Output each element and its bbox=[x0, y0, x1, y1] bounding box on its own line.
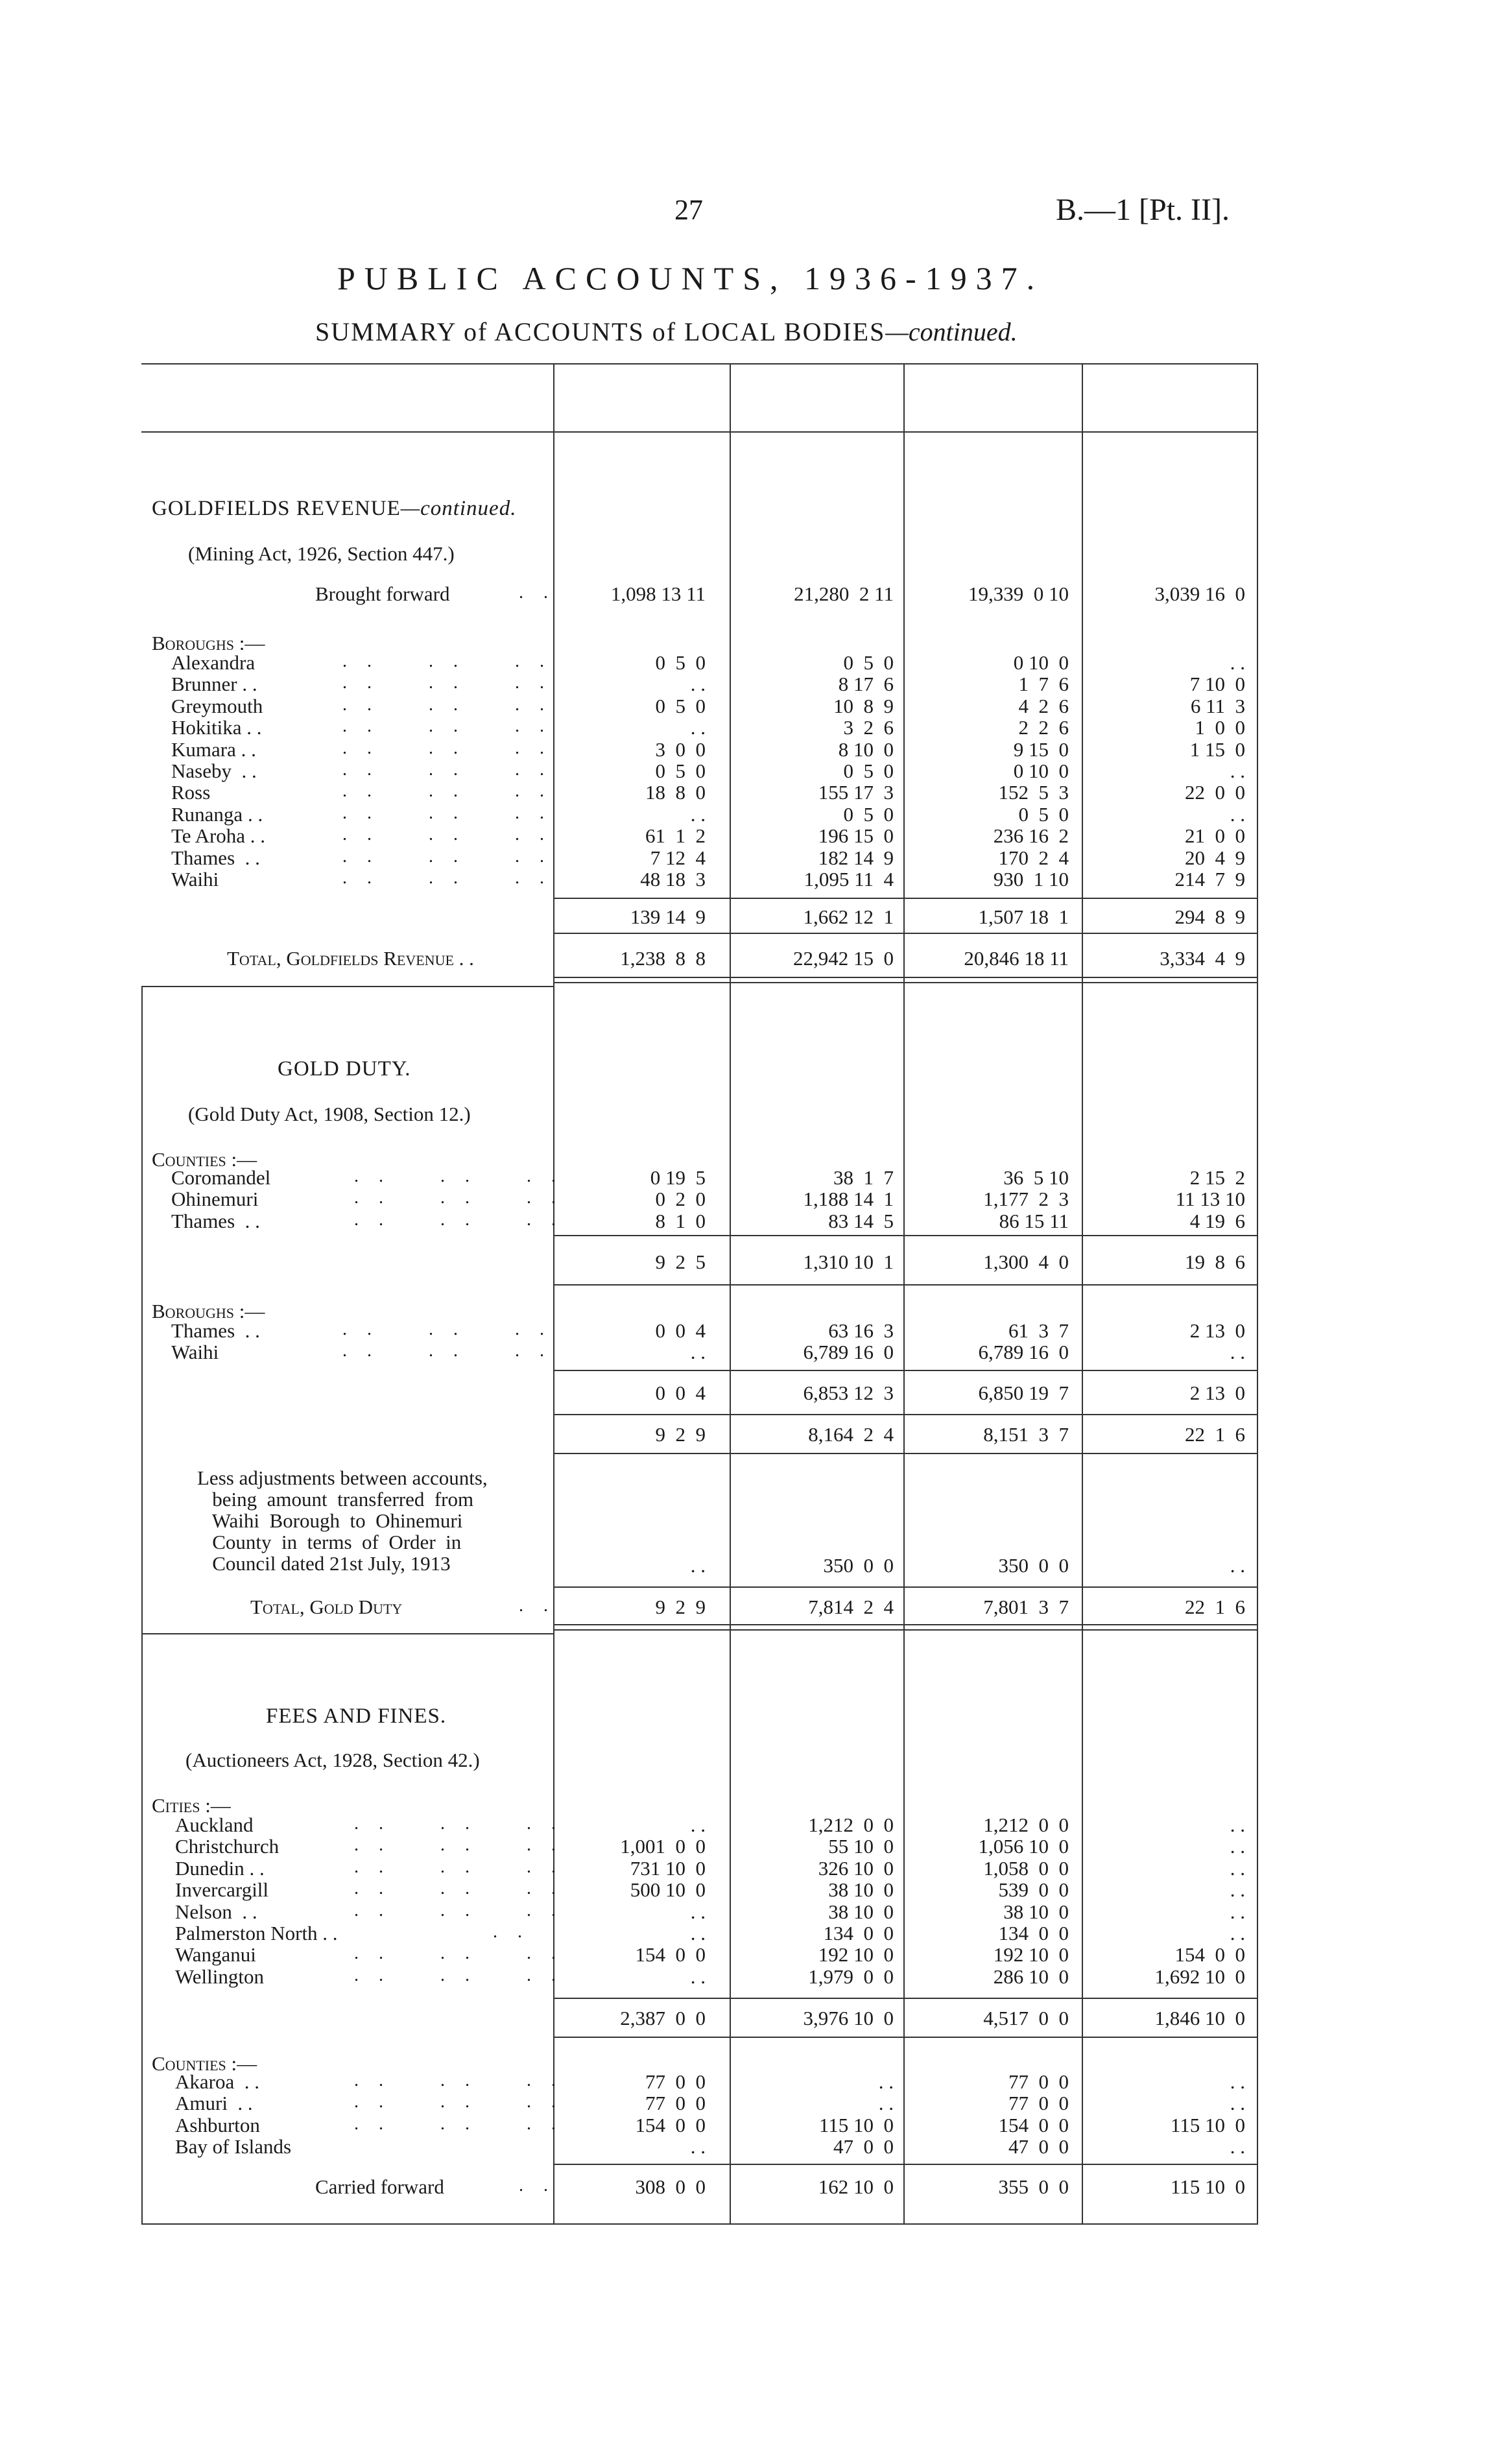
value-cell: 1 15 0 bbox=[1189, 737, 1245, 761]
value-cell: 1,846 10 0 bbox=[1154, 2007, 1245, 2029]
value-cell: 36 5 10 bbox=[1003, 1166, 1069, 1189]
table-bottom-rule bbox=[141, 2223, 1257, 2225]
county-name: Amuri . . bbox=[175, 2092, 253, 2115]
city-name: Nelson . . bbox=[175, 1900, 257, 1923]
county-name: Thames . . bbox=[171, 1209, 260, 1232]
accounts-table bbox=[140, 363, 1257, 2225]
borough-name: Hokitika . . bbox=[171, 716, 262, 739]
value-cell: 18 8 0 bbox=[645, 781, 706, 804]
value-cell: . . bbox=[690, 1900, 706, 1923]
value-cell: 539 0 0 bbox=[998, 1878, 1069, 1902]
value-cell: 170 2 4 bbox=[998, 846, 1069, 869]
value-cell: 192 10 0 bbox=[818, 1943, 894, 1967]
value-cell: 214 7 9 bbox=[1174, 868, 1245, 891]
value-cell: 355 0 0 bbox=[998, 2175, 1069, 2198]
value-cell: . . bbox=[1230, 651, 1245, 674]
value-cell: . . bbox=[690, 1554, 706, 1577]
value-cell: . . bbox=[1230, 1878, 1245, 1902]
leader-dots: . . . . . . bbox=[354, 1835, 564, 1856]
leader-dots: . . . . . . bbox=[342, 802, 552, 823]
value-cell: 154 0 0 bbox=[635, 2113, 706, 2136]
leader-dots: . . . . . . bbox=[342, 1341, 552, 1361]
value-cell: 22 1 6 bbox=[1185, 1423, 1245, 1446]
value-cell: 182 14 9 bbox=[818, 846, 894, 869]
value-cell: . . bbox=[690, 716, 706, 739]
value-cell: 236 16 2 bbox=[993, 824, 1069, 848]
value-cell: 1,058 0 0 bbox=[983, 1856, 1069, 1880]
leader-dots: . . . . . . bbox=[342, 673, 552, 693]
leader-dots: . . . . . . bbox=[354, 2113, 564, 2134]
city-name: Wellington bbox=[175, 1965, 264, 1988]
value-cell: . . bbox=[1230, 1856, 1245, 1880]
leader-dots: . . . . . . bbox=[354, 1166, 564, 1186]
city-name: Auckland bbox=[175, 1813, 254, 1836]
section-title-goldfields bbox=[152, 497, 516, 521]
value-cell: 6,789 16 0 bbox=[803, 1341, 894, 1364]
rule-line bbox=[553, 1370, 1257, 1371]
value-cell: 1,238 8 8 bbox=[620, 947, 706, 970]
rule-line bbox=[553, 1624, 1257, 1625]
rule-line bbox=[553, 1586, 1257, 1588]
adjustment-description: Less adjustments between accounts, being amount transferred from Waihi Borough to Ohinemuri County in terms of Order in Council dated 21st July, 1913 bbox=[197, 1466, 488, 1575]
value-cell: 9 2 5 bbox=[655, 1250, 706, 1273]
value-cell: 9 2 9 bbox=[655, 1423, 706, 1446]
value-cell: 7 10 0 bbox=[1189, 673, 1245, 696]
carried-forward-label: Carried forward bbox=[315, 2175, 444, 2198]
value-cell: 11 13 10 bbox=[1175, 1188, 1245, 1211]
leader-dots: . . . . . . bbox=[342, 824, 552, 845]
value-cell: 0 10 0 bbox=[1013, 760, 1069, 782]
value-cell: 7,801 3 7 bbox=[983, 1596, 1069, 1618]
rule-line bbox=[553, 2164, 1257, 2165]
value-cell: . . bbox=[690, 1813, 706, 1836]
page-title: PUBLIC ACCOUNTS, 1936-1937. bbox=[337, 260, 1044, 296]
county-name: Ashburton bbox=[175, 2113, 260, 2136]
value-cell: 1,979 0 0 bbox=[808, 1965, 894, 1988]
rule-line bbox=[553, 1629, 1257, 1631]
county-name: Ohinemuri bbox=[171, 1188, 259, 1211]
value-cell: . . bbox=[1230, 2135, 1245, 2159]
table-top-rule bbox=[141, 363, 1257, 365]
value-cell: 350 0 0 bbox=[998, 1554, 1069, 1577]
value-cell: 115 10 0 bbox=[1170, 2113, 1245, 2136]
value-cell: 152 5 3 bbox=[998, 781, 1069, 804]
value-cell: . . bbox=[1230, 760, 1245, 782]
leader-dots: . . . . . . bbox=[354, 1943, 564, 1964]
value-cell: 7 12 4 bbox=[650, 846, 706, 869]
header-bottom-rule bbox=[141, 431, 1257, 433]
value-cell: 22,942 15 0 bbox=[793, 947, 894, 970]
leader-dots: . . . . . . bbox=[342, 694, 552, 715]
act-reference: (Mining Act, 1926, Section 447.) bbox=[188, 542, 455, 565]
value-cell: . . bbox=[1230, 2070, 1245, 2093]
value-cell: 6 11 3 bbox=[1190, 694, 1245, 717]
value-cell: 9 2 9 bbox=[655, 1596, 706, 1618]
rule-line bbox=[553, 933, 1257, 934]
page-subtitle bbox=[315, 317, 1018, 347]
leader-dots: . . . . . . bbox=[342, 651, 552, 671]
left-rule bbox=[141, 986, 143, 2225]
page-number: 27 bbox=[674, 194, 703, 226]
leader-dots: . . . . . . bbox=[354, 2092, 564, 2112]
rule-line bbox=[553, 977, 1257, 978]
value-cell: 3,039 16 0 bbox=[1154, 582, 1245, 605]
value-cell: 1,095 11 4 bbox=[804, 868, 894, 891]
value-cell: 2,387 0 0 bbox=[620, 2007, 706, 2029]
leader-dots: . . . . . . bbox=[342, 737, 552, 758]
value-cell: 3,976 10 0 bbox=[803, 2007, 894, 2029]
value-cell: 61 3 7 bbox=[1008, 1319, 1069, 1342]
value-cell: 0 0 4 bbox=[655, 1382, 706, 1404]
value-cell: 2 15 2 bbox=[1189, 1166, 1245, 1189]
value-cell: 2 13 0 bbox=[1189, 1319, 1245, 1342]
value-cell: 8 17 6 bbox=[838, 673, 894, 696]
value-cell: 731 10 0 bbox=[630, 1856, 706, 1880]
value-cell: . . bbox=[1230, 1554, 1245, 1577]
leader-dots: . . bbox=[493, 1922, 530, 1942]
value-cell: 47 0 0 bbox=[833, 2135, 894, 2159]
value-cell: 19,339 0 10 bbox=[968, 582, 1069, 605]
value-cell: 4 19 6 bbox=[1189, 1209, 1245, 1232]
value-cell: 1,001 0 0 bbox=[620, 1835, 706, 1858]
value-cell: 154 0 0 bbox=[998, 2113, 1069, 2136]
value-cell: 3,334 4 9 bbox=[1160, 947, 1245, 970]
value-cell: 38 10 0 bbox=[1003, 1900, 1069, 1923]
boroughs-heading: Boroughs :— bbox=[152, 632, 265, 654]
value-cell: 0 2 0 bbox=[655, 1188, 706, 1211]
borough-name: Ross bbox=[171, 781, 211, 804]
leader-dots: . . . . . . bbox=[342, 760, 552, 780]
value-cell: 20 4 9 bbox=[1185, 846, 1245, 869]
city-name: Christchurch bbox=[175, 1835, 280, 1858]
value-cell: . . bbox=[1230, 1813, 1245, 1836]
value-cell: 134 0 0 bbox=[823, 1922, 894, 1944]
value-cell: 154 0 0 bbox=[635, 1943, 706, 1967]
value-cell: 326 10 0 bbox=[818, 1856, 894, 1880]
section-title-gold-duty: GOLD DUTY. bbox=[278, 1057, 411, 1081]
value-cell: . . bbox=[690, 1922, 706, 1944]
value-cell: . . bbox=[878, 2092, 894, 2115]
city-name: Palmerston North . . bbox=[175, 1922, 338, 1944]
value-cell: 0 5 0 bbox=[843, 802, 894, 826]
rule-line bbox=[141, 986, 553, 987]
leader-dots: . . . . . . bbox=[342, 716, 552, 737]
value-cell: . . bbox=[878, 2070, 894, 2093]
value-cell: . . bbox=[1230, 1922, 1245, 1944]
value-cell: 48 18 3 bbox=[640, 868, 706, 891]
value-cell: 38 10 0 bbox=[828, 1900, 894, 1923]
column-rule bbox=[1257, 363, 1258, 2225]
value-cell: 55 10 0 bbox=[828, 1835, 894, 1858]
value-cell: 1,692 10 0 bbox=[1154, 1965, 1245, 1988]
value-cell: 0 5 0 bbox=[655, 651, 706, 674]
value-cell: 38 10 0 bbox=[828, 1878, 894, 1902]
value-cell: 155 17 3 bbox=[818, 781, 894, 804]
goldfields-title-continued: —continued. bbox=[400, 497, 517, 520]
value-cell: 139 14 9 bbox=[630, 905, 706, 928]
value-cell: 0 5 0 bbox=[1018, 802, 1069, 826]
value-cell: 47 0 0 bbox=[1008, 2135, 1069, 2159]
rule-line bbox=[553, 898, 1257, 899]
value-cell: 1,056 10 0 bbox=[978, 1835, 1069, 1858]
leader-dots: . . . . . . bbox=[342, 1319, 552, 1339]
borough-name: Naseby . . bbox=[171, 760, 257, 782]
value-cell: 77 0 0 bbox=[645, 2070, 706, 2093]
value-cell: 0 5 0 bbox=[655, 694, 706, 717]
leader-dots: . . . . . . bbox=[342, 781, 552, 802]
value-cell: 930 1 10 bbox=[993, 868, 1069, 891]
counties-heading: Counties :— bbox=[152, 2052, 257, 2075]
value-cell: 6,850 19 7 bbox=[978, 1382, 1069, 1404]
act-reference: (Auctioneers Act, 1928, Section 42.) bbox=[185, 1749, 480, 1771]
value-cell: 19 8 6 bbox=[1185, 1250, 1245, 1273]
value-cell: 4,517 0 0 bbox=[983, 2007, 1069, 2029]
value-cell: 154 0 0 bbox=[1174, 1943, 1245, 1967]
value-cell: . . bbox=[690, 1965, 706, 1988]
value-cell: 4 2 6 bbox=[1018, 694, 1069, 717]
value-cell: 162 10 0 bbox=[818, 2175, 894, 2198]
value-cell: 6,853 12 3 bbox=[803, 1382, 894, 1404]
leader-dots: . . bbox=[519, 1596, 556, 1616]
value-cell: 10 8 9 bbox=[833, 694, 894, 717]
value-cell: 350 0 0 bbox=[823, 1554, 894, 1577]
rule-line bbox=[553, 1453, 1257, 1454]
value-cell: 61 1 2 bbox=[645, 824, 706, 848]
rule-line bbox=[553, 1414, 1257, 1415]
document-reference: B.—1 [Pt. II]. bbox=[1056, 193, 1230, 227]
value-cell: 77 0 0 bbox=[645, 2092, 706, 2115]
value-cell: 0 19 5 bbox=[650, 1166, 706, 1189]
value-cell: 308 0 0 bbox=[635, 2175, 706, 2198]
borough-name: Kumara . . bbox=[171, 737, 256, 761]
leader-dots: . . . . . . bbox=[342, 868, 552, 888]
value-cell: 115 10 0 bbox=[1170, 2175, 1245, 2198]
borough-name: Te Aroha . . bbox=[171, 824, 266, 848]
borough-name: Runanga . . bbox=[171, 802, 263, 826]
rule-line bbox=[141, 1633, 553, 1634]
boroughs-heading: Boroughs :— bbox=[152, 1300, 265, 1322]
borough-name: Brunner . . bbox=[171, 673, 257, 696]
value-cell: 8,164 2 4 bbox=[808, 1423, 894, 1446]
city-name: Wanganui bbox=[175, 1943, 256, 1967]
value-cell: 38 1 7 bbox=[833, 1166, 894, 1189]
leader-dots: . . . . . . bbox=[354, 1878, 564, 1899]
value-cell: 9 15 0 bbox=[1013, 737, 1069, 761]
value-cell: . . bbox=[1230, 1900, 1245, 1923]
value-cell: 1 7 6 bbox=[1018, 673, 1069, 696]
value-cell: 192 10 0 bbox=[993, 1943, 1069, 1967]
value-cell: 196 15 0 bbox=[818, 824, 894, 848]
value-cell: 2 13 0 bbox=[1189, 1382, 1245, 1404]
value-cell: 3 2 6 bbox=[843, 716, 894, 739]
borough-name: Greymouth bbox=[171, 694, 263, 717]
value-cell: 500 10 0 bbox=[630, 1878, 706, 1902]
value-cell: 21,280 2 11 bbox=[794, 582, 894, 605]
county-name: Akaroa . . bbox=[175, 2070, 259, 2093]
value-cell: 1,662 12 1 bbox=[803, 905, 894, 928]
cities-heading: Cities :— bbox=[152, 1794, 231, 1817]
value-cell: 8,151 3 7 bbox=[983, 1423, 1069, 1446]
subtitle-continued: —continued. bbox=[885, 317, 1018, 346]
value-cell: 86 15 11 bbox=[999, 1209, 1069, 1232]
value-cell: . . bbox=[1230, 2092, 1245, 2115]
value-cell: 63 16 3 bbox=[828, 1319, 894, 1342]
borough-name: Waihi bbox=[171, 1341, 219, 1364]
value-cell: 3 0 0 bbox=[655, 737, 706, 761]
value-cell: 1,310 10 1 bbox=[803, 1250, 894, 1273]
value-cell: . . bbox=[1230, 1835, 1245, 1858]
value-cell: 83 14 5 bbox=[828, 1209, 894, 1232]
value-cell: . . bbox=[690, 802, 706, 826]
counties-heading: Counties :— bbox=[152, 1148, 257, 1171]
total-gold-duty-label: Total, Gold Duty bbox=[250, 1596, 403, 1618]
subtitle-text: SUMMARY of ACCOUNTS of LOCAL BODIES bbox=[315, 317, 886, 346]
value-cell: . . bbox=[690, 673, 706, 696]
value-cell: 0 0 4 bbox=[655, 1319, 706, 1342]
rule-line bbox=[553, 1998, 1257, 1999]
rule-line bbox=[553, 1235, 1257, 1236]
value-cell: 1,212 0 0 bbox=[808, 1813, 894, 1836]
city-name: Invercargill bbox=[175, 1878, 269, 1902]
borough-name: Alexandra bbox=[171, 651, 256, 674]
value-cell: 0 5 0 bbox=[655, 760, 706, 782]
value-cell: 7,814 2 4 bbox=[808, 1596, 894, 1618]
brought-forward-label: Brought forward bbox=[315, 582, 450, 605]
value-cell: . . bbox=[1230, 1341, 1245, 1364]
value-cell: 22 1 6 bbox=[1185, 1596, 1245, 1618]
rule-line bbox=[553, 1284, 1257, 1286]
value-cell: 2 2 6 bbox=[1018, 716, 1069, 739]
borough-name: Waihi bbox=[171, 868, 219, 891]
leader-dots: . . . . . . bbox=[354, 1900, 564, 1920]
value-cell: 0 10 0 bbox=[1013, 651, 1069, 674]
value-cell: 20,846 18 11 bbox=[964, 947, 1069, 970]
value-cell: 22 0 0 bbox=[1185, 781, 1245, 804]
value-cell: 1,098 13 11 bbox=[610, 582, 706, 605]
value-cell: 8 10 0 bbox=[838, 737, 894, 761]
value-cell: 134 0 0 bbox=[998, 1922, 1069, 1944]
value-cell: 21 0 0 bbox=[1185, 824, 1245, 848]
value-cell: 286 10 0 bbox=[993, 1965, 1069, 1988]
section-title-fees: FEES AND FINES. bbox=[266, 1704, 447, 1728]
total-goldfields-label: Total, Goldfields Revenue . . bbox=[227, 947, 474, 970]
leader-dots: . . . . . . bbox=[342, 846, 552, 867]
value-cell: 1,177 2 3 bbox=[983, 1188, 1069, 1211]
leader-dots: . . . . . . bbox=[354, 1813, 564, 1834]
leader-dots: . . . . . . bbox=[354, 2070, 564, 2090]
value-cell: 1,212 0 0 bbox=[983, 1813, 1069, 1836]
value-cell: . . bbox=[690, 1341, 706, 1364]
value-cell: . . bbox=[1230, 802, 1245, 826]
leader-dots: . . . . . . bbox=[354, 1188, 564, 1208]
rule-line bbox=[553, 2037, 1257, 2038]
leader-dots: . . bbox=[519, 582, 556, 603]
value-cell: 0 5 0 bbox=[843, 760, 894, 782]
city-name: Dunedin . . bbox=[175, 1856, 265, 1880]
value-cell: 1 0 0 bbox=[1195, 716, 1245, 739]
value-cell: 1,300 4 0 bbox=[983, 1250, 1069, 1273]
leader-dots: . . bbox=[519, 2175, 556, 2195]
value-cell: 8 1 0 bbox=[655, 1209, 706, 1232]
goldfields-title: GOLDFIELDS REVENUE bbox=[152, 497, 401, 520]
value-cell: 294 8 9 bbox=[1174, 905, 1245, 928]
leader-dots: . . . . . . bbox=[354, 1856, 564, 1877]
leader-dots: . . . . . . bbox=[354, 1209, 564, 1230]
county-name: Bay of Islands bbox=[175, 2135, 292, 2159]
act-reference: (Gold Duty Act, 1908, Section 12.) bbox=[188, 1103, 471, 1125]
rule-line bbox=[553, 982, 1257, 983]
county-name: Coromandel bbox=[171, 1166, 271, 1189]
value-cell: 6,789 16 0 bbox=[978, 1341, 1069, 1364]
value-cell: 1,507 18 1 bbox=[978, 905, 1069, 928]
value-cell: 1,188 14 1 bbox=[803, 1188, 894, 1211]
value-cell: . . bbox=[690, 2135, 706, 2159]
borough-name: Thames . . bbox=[171, 846, 260, 869]
value-cell: 77 0 0 bbox=[1008, 2070, 1069, 2093]
leader-dots: . . . . . . bbox=[354, 1965, 564, 1985]
value-cell: 77 0 0 bbox=[1008, 2092, 1069, 2115]
borough-name: Thames . . bbox=[171, 1319, 260, 1342]
value-cell: 0 5 0 bbox=[843, 651, 894, 674]
value-cell: 115 10 0 bbox=[818, 2113, 894, 2136]
